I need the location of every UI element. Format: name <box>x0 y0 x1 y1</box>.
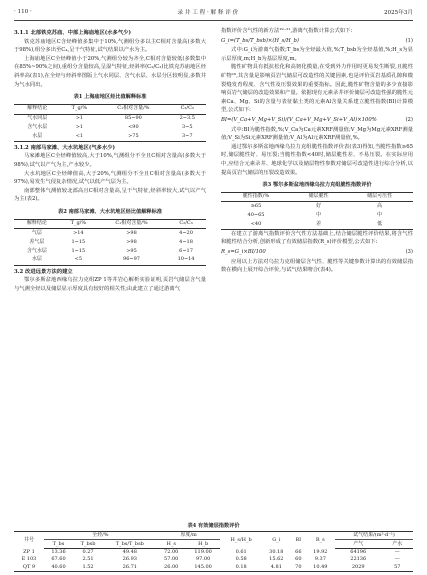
journal-section: 录 井 工 程 · 解 释 评 价 <box>177 10 239 16</box>
table-header: 全烃/% <box>44 532 157 540</box>
table-cell: 水层 <box>14 132 61 141</box>
equation-body: R_s=G_i×BI/100 <box>221 249 266 255</box>
paragraph: 铁克苏庙地区C含烃峰值多集中于10%,气测组分多以主C相对含量高(多数大于98%),组分多出至C₄,呈干气特征,试气结果以产水为主。 <box>14 38 206 54</box>
equation-number: (3) <box>405 249 413 255</box>
left-column <box>14 27 206 293</box>
table-row <box>14 114 206 123</box>
table-cell: 22136 <box>350 556 367 563</box>
table-cell: 60 <box>295 556 302 563</box>
table-cell: 67.60 <box>51 556 66 563</box>
table-cell: 30.18 <box>269 548 284 555</box>
table-header: 解释结论 <box>14 104 61 114</box>
paragraph: 南部整体气测值较北部高且C相对含量高,呈干气特征,烃斜率较大,试气以产气为主(表2)。 <box>14 187 206 203</box>
table-header: T_g/% <box>60 219 97 229</box>
table-cell: 中 <box>377 211 383 218</box>
table-cell: 含气水层 <box>27 123 48 130</box>
table-cell: 3~5 <box>181 123 193 130</box>
section-3-1-1: 3.1.1 北部铁克苏庙、中部上海庙地区(水多气少) <box>14 30 131 36</box>
table-header: 解释结论 <box>14 219 60 229</box>
table-header: T_bs/T_bsb <box>103 540 157 548</box>
table-cell: 2029 <box>335 564 382 572</box>
table-4 <box>14 531 413 572</box>
equation-1 <box>221 37 413 46</box>
table-header: C₂/C₃ <box>169 104 206 114</box>
table-row <box>14 238 206 247</box>
table-row <box>14 229 206 238</box>
table-cell: 85~90 <box>124 115 142 122</box>
paragraph: 应用以上方法对乌拉力克组储层含气性、脆性等关键参数计算出的有效储层指数在横向上展开综合评价,与试气结果吻合(表4)。 <box>221 258 413 274</box>
table-cell: 3~7 <box>169 132 206 141</box>
table-cell: 10.49 <box>306 564 335 572</box>
table-cell: 97.00 <box>195 556 211 563</box>
table-cell: 26.93 <box>122 556 137 563</box>
table-row <box>14 132 206 141</box>
table-cell: 中 <box>316 211 322 218</box>
table-cell: — <box>394 556 400 563</box>
paragraph: 马家滩地区C全烃峰值较高,大于10%,气测组分不全且C相对含量高(多数大于98%),试气以产气为主,产水较少。 <box>14 153 206 169</box>
header-rule <box>14 20 413 21</box>
table-cell: 4~18 <box>179 238 193 245</box>
table-cell: >95 <box>126 247 137 254</box>
table-row <box>14 256 206 265</box>
table-2-caption: 表2 南部马家滩、大水坑地区烃比值解释标准 <box>58 209 162 216</box>
table-cell: 40.60 <box>44 564 73 572</box>
table-header: C₂/C₃ <box>166 219 206 229</box>
table-header: T_g/% <box>61 104 99 114</box>
section-3-2: 3.2 改进远景方法的建立 <box>14 268 73 275</box>
table-header: 产水 <box>382 540 413 548</box>
table-cell: ≥65 <box>250 203 262 210</box>
table-cell: 气层 <box>31 230 42 236</box>
table-row <box>14 564 413 572</box>
paragraph: 大水坑地区C全烃峰值高,大于20%,气测组分不全且C相对含量高(多数大于97%),易发生气侵复杂情况,试气以低产气层为主。 <box>14 170 206 186</box>
table-header: 储层脆性 <box>291 192 346 202</box>
table-cell: 15.62 <box>269 556 284 563</box>
issue-date: 2025年3月 <box>384 10 413 16</box>
table-cell: 4.81 <box>262 564 291 572</box>
table-1-caption: 表1 上海庙地区烃比值解释标准 <box>73 94 147 101</box>
table-cell: >98 <box>126 238 137 245</box>
table-3 <box>221 192 413 230</box>
table-cell: <40 <box>221 220 291 229</box>
table-cell: >75 <box>98 132 168 141</box>
paragraph: 式中:BI为脆性指数,%;V_Ca为Ca元素XRF测量值;V_Mg为Mg元素XRF测量值;V_Si为Si元素XRF测量值;V_Al为Al元素XRF测量值,%。 <box>221 126 413 142</box>
table-cell: 高 <box>377 203 383 210</box>
equation-body: G_i=(T_bs/T_bsb)×(H_s/H_b) <box>221 37 299 44</box>
table-header: T_bs <box>44 540 73 548</box>
table-cell: 6~17 <box>179 247 193 254</box>
page-number: · 110 · <box>14 9 32 15</box>
table-row <box>221 211 413 220</box>
table-cell: 含气水层 <box>26 247 47 254</box>
table-row <box>14 548 413 556</box>
table-header: 储层可压性 <box>346 192 413 202</box>
table-cell: 1~15 <box>71 238 86 245</box>
table-cell: 57 <box>382 564 413 572</box>
table-cell: 水层 <box>14 256 60 265</box>
table-4-caption: 表4 有效储层指数评价 <box>187 523 240 529</box>
paragraph: 鄂尔多斯盆地西缘乌拉力克组ZP 1等井岩心解析实验证明,页岩气储层含气量与气测全烃以及储层显示厚度具有较好的相关性;由此建立了通过游离气 <box>14 277 206 292</box>
table-cell: QT 9 <box>14 564 44 572</box>
table-cell: 9.37 <box>314 556 326 563</box>
table-header: H_b <box>186 540 221 548</box>
table-cell: 2.51 <box>82 556 94 563</box>
running-header <box>14 6 413 18</box>
table-3-caption: 表3 鄂尔多斯盆地西缘乌拉力克组脆性指数评价 <box>262 182 372 189</box>
table-cell: 70 <box>291 564 306 572</box>
table-cell: 10~14 <box>166 256 206 265</box>
table-cell: 13.36 <box>51 549 66 556</box>
table-cell: 64196 <box>350 549 367 556</box>
table-cell: 145.00 <box>186 564 221 572</box>
table-cell: <5 <box>60 256 97 265</box>
table-header: 试气结果/(m³·d⁻¹) <box>335 532 413 540</box>
equation-2 <box>221 116 413 125</box>
table-cell: 72.00 <box>164 549 179 556</box>
table-cell: 气水同层 <box>27 115 48 122</box>
equation-3 <box>221 248 413 257</box>
table-cell: 4~20 <box>179 230 193 236</box>
table-cell: 1.52 <box>73 564 103 572</box>
table-row <box>221 220 413 229</box>
table-cell: 好 <box>316 203 322 210</box>
table-1 <box>14 104 206 142</box>
table-row <box>221 202 413 211</box>
equation-body: BI=(V_Ca+V_Mg+V_Si)/(V_Ca+V_Mg+V_Si+V_Al)×100% <box>221 116 377 123</box>
table-cell: 19.92 <box>313 548 328 555</box>
table-header: 产气 <box>335 540 382 548</box>
table-header: T_bsb <box>73 540 103 548</box>
table-cell: 2~3.5 <box>179 115 195 122</box>
table-cell: 119.00 <box>194 549 212 556</box>
table-cell: 26.71 <box>103 564 157 572</box>
equation-number: (2) <box>405 116 413 123</box>
table-cell: 49.48 <box>122 549 137 556</box>
table-row <box>14 247 206 256</box>
table-4-block <box>14 522 413 572</box>
paragraph: 脆性矿物具有抵抗松化和高韧化模量,在受到外力作用时更易发生断裂,且脆性矿物¹⁶,其含量是影响页岩气储层可改造性的关键因素,也是评价页岩基质孔隙和微裂缝发育程度、含气性及压裂效果的重要指标。因此,脆性矿物含量的多少直接影响页岩气储层的改造效果和产量。依据现有元素录井评价储层可改造性强的脆性元素Ca、Mg、Si的含量与表征黏土类的元素Al含量关系建立脆性指数(BI)计算模型,公式如下: <box>221 64 413 114</box>
table-row <box>14 556 413 563</box>
table-header: R_s <box>306 532 335 549</box>
table-cell: 57.00 <box>164 556 179 563</box>
table-header: C₁相对含量/% <box>97 219 166 229</box>
table-2 <box>14 219 206 266</box>
table-header: C₁相对含量/% <box>98 104 168 114</box>
section-3-1-2: 3.1.2 南部马家滩、大水坑地区(气多水少) <box>14 144 116 151</box>
table-cell: 0.18 <box>220 564 261 572</box>
table-header: H_s <box>157 540 186 548</box>
table-cell: — <box>394 549 400 556</box>
table-cell: <90 <box>128 123 139 130</box>
table-header: H_s/H_b <box>220 532 261 549</box>
table-cell: >14 <box>73 230 84 236</box>
table-cell: 0.58 <box>235 556 247 563</box>
paragraph: 式中:G_i为游离气指数;T_bs为全烃最大值,%;T_bsb为全烃基值,%;H_s为显示层厚度,m;H_b为基层厚度,m。 <box>221 47 413 62</box>
table-cell: <1 <box>61 132 99 141</box>
paragraph: 在建立了游离气指数评价含气性方法基础上,结合储层脆性评价结果,将含气性和脆性结合分析,创新形成了有效储层指数(R_s)评价模型,公式如下: <box>221 230 413 246</box>
table-cell: ZP 1 <box>23 548 35 555</box>
table-cell: >98 <box>126 230 137 236</box>
table-cell: 低 <box>346 220 413 229</box>
table-cell: 差气层 <box>29 238 45 245</box>
paragraph: 通过鄂尔多斯盆地西缘乌拉力克组脆性指数评价表(表3)得知,当脆性指数≥65时,储层脆性好、易压裂;当脆性指数<40时,储层脆性差、不易压裂。在实际应用中,应结合元素录井、地球化学以及储层物性参数对储层可改造性进行综合分析,以提高页岩气储层的压裂改造效果。 <box>221 143 413 176</box>
table-cell: >1 <box>75 115 84 122</box>
table-header: 脆性指数/% <box>221 192 291 202</box>
table-cell: 26.00 <box>157 564 186 572</box>
table-cell: E 103 <box>21 556 37 563</box>
table-cell: >1 <box>75 123 84 130</box>
equation-number: (1) <box>405 37 413 44</box>
right-column <box>221 27 413 275</box>
table-cell: 差 <box>291 220 346 229</box>
paragraph: 指数评价含气性的新方法¹⁹⁻²¹,游离气指数计算公式如下: <box>221 28 353 34</box>
table-header: 井号 <box>14 532 44 549</box>
table-cell: 96~97 <box>97 256 166 265</box>
table-cell: 40~65 <box>247 211 265 218</box>
table-header: BI <box>291 532 306 549</box>
paragraph: 上海庙地区C全烃峰值小于20%,气测组分较为齐全,C相对含量较低(多数集中在85%~90%之间),重组分含量较高,呈湿气特征,烃斜率(C₂/C₃)比铁克苏庙地区烃斜率高(表1),在全烃与烃斜率图版上气水同层、含气水层、水层分区较明显,多数井为气水同出。 <box>14 55 206 88</box>
table-cell: 66 <box>295 548 302 555</box>
table-cell: 0.27 <box>82 549 94 556</box>
table-row <box>14 123 206 132</box>
table-cell: 0.61 <box>235 548 247 555</box>
table-header: G_i <box>262 532 291 549</box>
table-header: 厚度/m <box>157 532 221 540</box>
table-cell: 1~15 <box>71 247 86 254</box>
